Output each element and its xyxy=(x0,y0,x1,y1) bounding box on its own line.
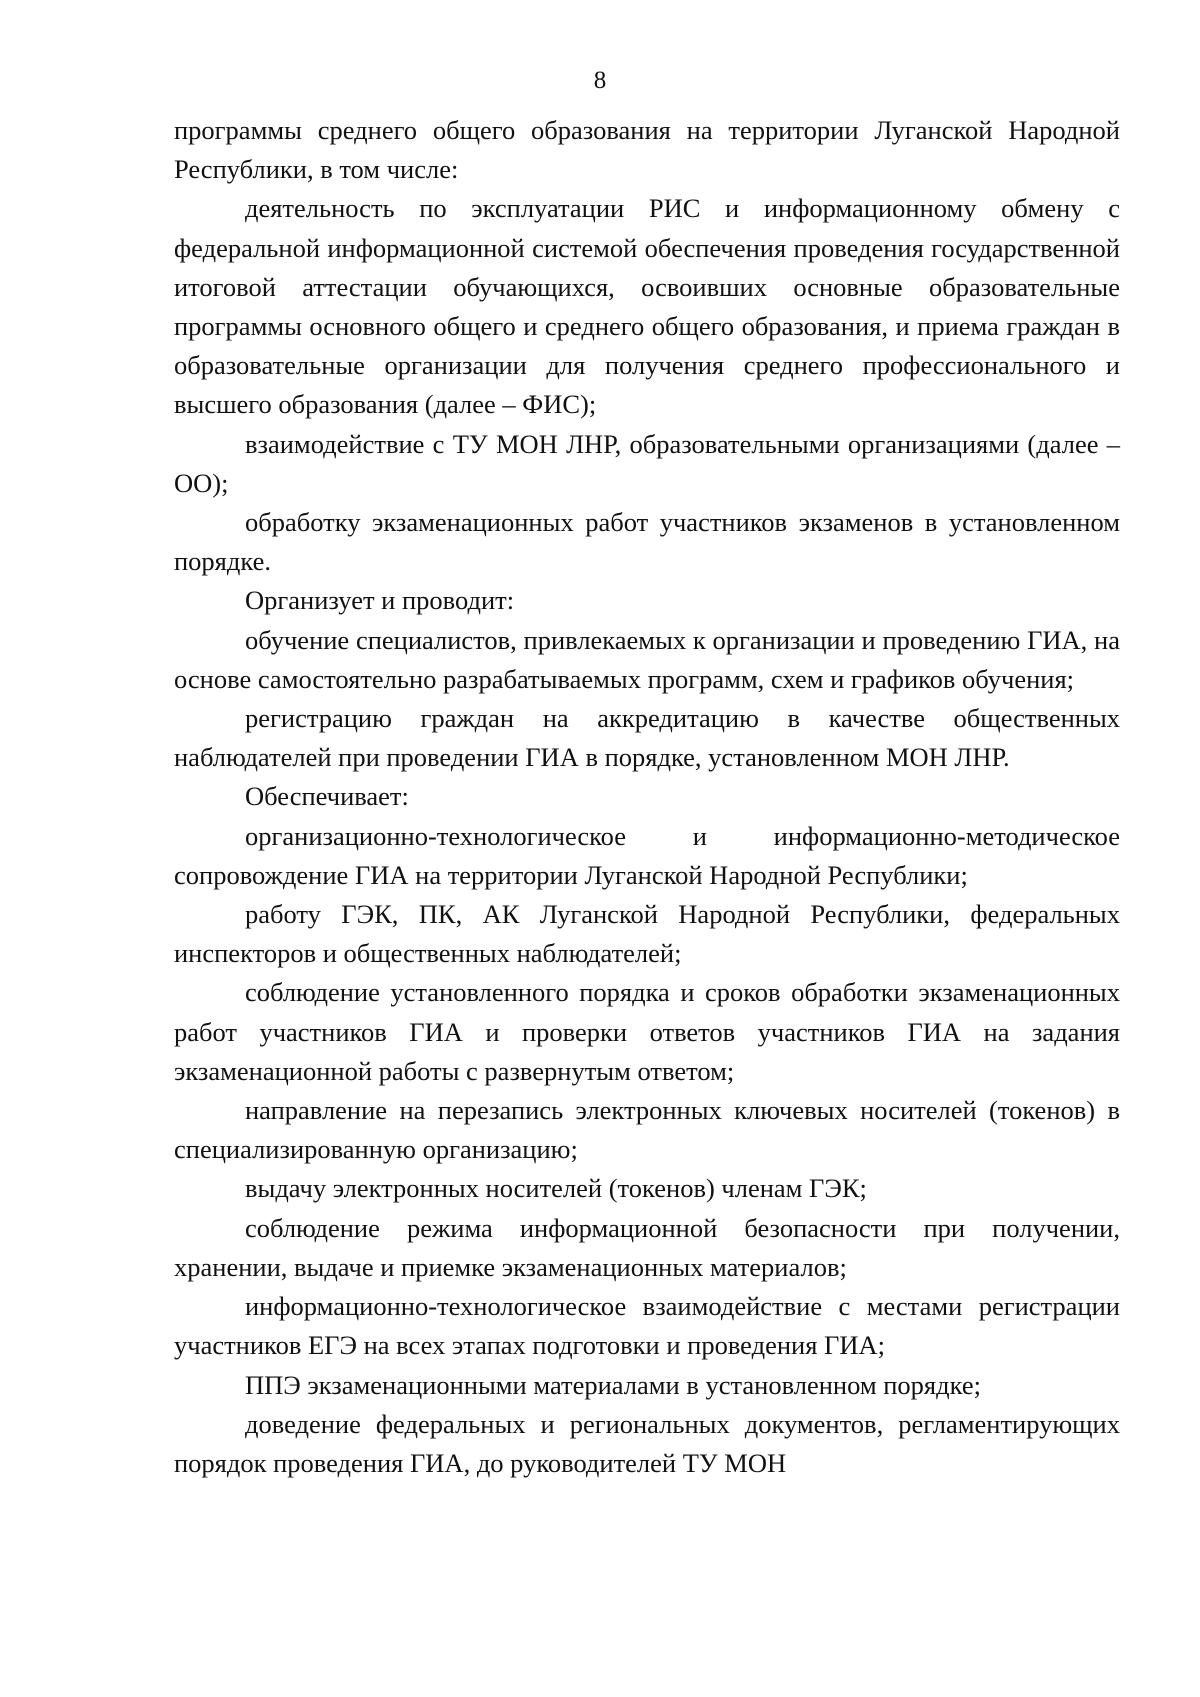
paragraph-tokens-issue: выдачу электронных носителей (токенов) членам ГЭК; xyxy=(245,1173,867,1204)
paragraph-ris-operation: деятельность по эксплуатации РИС и информационному обмену с федеральной информационной системой обеспечения проведения государственной итоговой аттестации обучающихся, освоивших основные образовательные программы основного общего и среднего общего образования, и приема граждан в образовательные организации для получения среднего профессионального и высшего образования (далее – ФИС); xyxy=(174,193,1120,420)
paragraph-security: соблюдение режима информационной безопасности при получении, хранении, выдаче и приемке экзаменационных материалов; xyxy=(174,1212,1120,1282)
paragraph-continuation: программы среднего общего образования на территории Луганской Народной Республики, в том числе: xyxy=(174,115,1120,185)
paragraph-ppe-materials: ППЭ экзаменационными материалами в установленном порядке; xyxy=(245,1369,981,1400)
paragraph-provides-heading: Обеспечивает: xyxy=(245,781,409,812)
paragraph-registration: регистрацию граждан на аккредитацию в качестве общественных наблюдателей при проведении ГИА в порядке, установленном МОН ЛНР. xyxy=(174,703,1120,773)
paragraph-processing: обработку экзаменационных работ участников экзаменов в установленном порядке. xyxy=(174,507,1120,577)
paragraph-it-interaction: информационно-технологическое взаимодействие с местами регистрации участников ЕГЭ на всех этапах подготовки и проведения ГИА; xyxy=(174,1291,1120,1361)
paragraph-commissions: работу ГЭК, ПК, АК Луганской Народной Республики, федеральных инспекторов и общественных наблюдателей; xyxy=(174,899,1120,969)
paragraph-training: обучение специалистов, привлекаемых к организации и проведению ГИА, на основе самостоятельно разрабатываемых программ, схем и графиков обучения; xyxy=(174,624,1120,694)
paragraph-interaction: взаимодействие с ТУ МОН ЛНР, образовательными организациями (далее – ОО); xyxy=(174,428,1120,498)
paragraph-compliance: соблюдение установленного порядка и сроков обработки экзаменационных работ участников ГИА и проверки ответов участников ГИА на задания экзаменационной работы с развернутым ответом; xyxy=(174,977,1120,1086)
page-number: 8 xyxy=(593,67,607,94)
paragraph-organizes-heading: Организует и проводит: xyxy=(245,585,515,616)
paragraph-tokens-rewrite: направление на перезапись электронных ключевых носителей (токенов) в специализированную организацию; xyxy=(174,1095,1120,1165)
paragraph-support: организационно-технологическое и информационно-методическое сопровождение ГИА на территории Луганской Народной Республики; xyxy=(174,820,1120,890)
document-body xyxy=(174,111,1120,1483)
paragraph-documents: доведение федеральных и региональных документов, регламентирующих порядок проведения ГИА, до руководителей ТУ МОН xyxy=(174,1408,1120,1478)
